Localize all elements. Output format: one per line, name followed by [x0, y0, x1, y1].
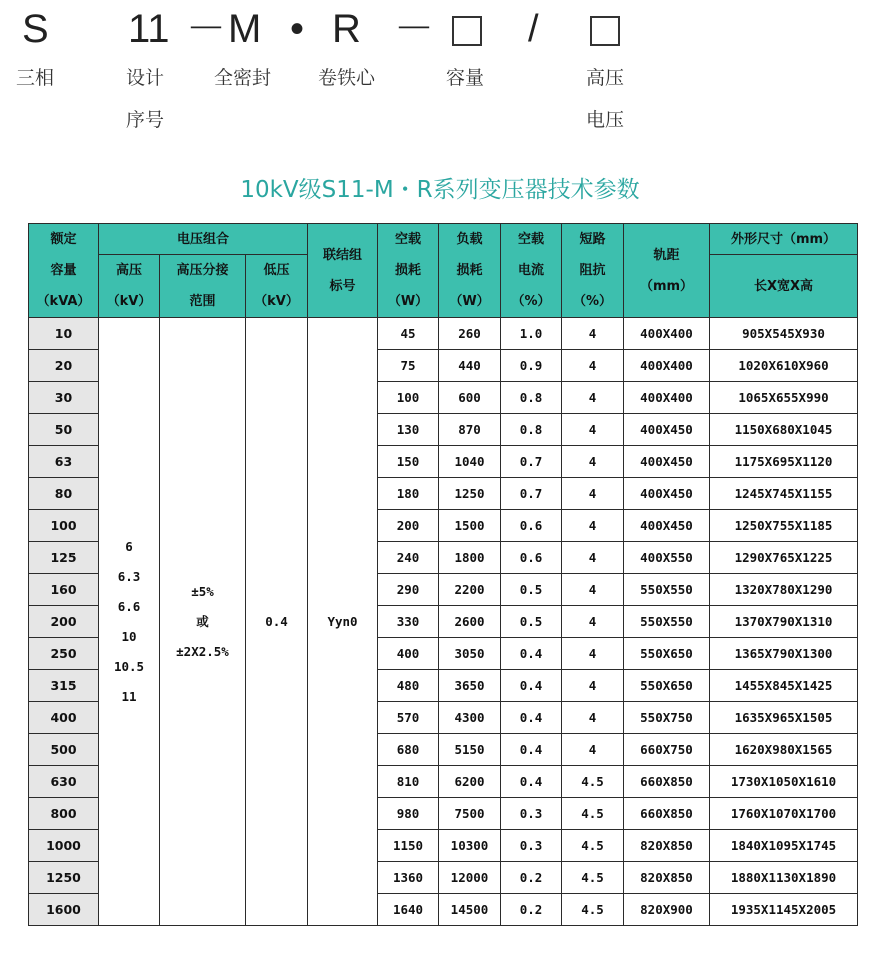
cell-dimensions: 1730X1050X1610: [710, 766, 858, 798]
model-part-design: 11: [128, 7, 170, 51]
cell-capacity: 200: [29, 606, 99, 638]
cell-impedance: 4.5: [562, 862, 624, 894]
header-tap-range: 高压分接 范围: [160, 255, 246, 318]
cell-load-loss: 870: [439, 414, 501, 446]
cell-gauge: 820X850: [624, 862, 710, 894]
cell-capacity: 1000: [29, 830, 99, 862]
cell-noload-current: 0.3: [501, 798, 562, 830]
cell-capacity: 800: [29, 798, 99, 830]
cell-capacity: 1250: [29, 862, 99, 894]
cell-gauge: 820X850: [624, 830, 710, 862]
cell-dimensions: 1620X980X1565: [710, 734, 858, 766]
cell-noload-current: 0.4: [501, 670, 562, 702]
label-capacity: 容量: [446, 67, 485, 89]
cell-capacity: 630: [29, 766, 99, 798]
cell-impedance: 4: [562, 734, 624, 766]
capacity-placeholder-box: [452, 16, 482, 46]
cell-gauge: 400X400: [624, 318, 710, 350]
header-connection-group: 联结组 标号: [308, 224, 378, 318]
cell-gauge: 550X550: [624, 574, 710, 606]
cell-load-loss: 2600: [439, 606, 501, 638]
cell-noload-loss: 100: [378, 382, 439, 414]
cell-gauge: 400X400: [624, 350, 710, 382]
cell-capacity: 20: [29, 350, 99, 382]
cell-gauge: 400X550: [624, 542, 710, 574]
cell-noload-loss: 130: [378, 414, 439, 446]
cell-noload-loss: 680: [378, 734, 439, 766]
hv-value: 6.3: [117, 568, 141, 584]
header-noload-loss: 空载 损耗 （W）: [378, 224, 439, 318]
cell-noload-current: 0.4: [501, 734, 562, 766]
cell-load-loss: 5150: [439, 734, 501, 766]
cell-noload-current: 1.0: [501, 318, 562, 350]
header-dimensions: 外形尺寸（mm）: [710, 224, 858, 255]
cell-load-loss: 6200: [439, 766, 501, 798]
cell-load-loss: 1800: [439, 542, 501, 574]
voltage-placeholder-box: [590, 16, 620, 46]
cell-load-loss: 440: [439, 350, 501, 382]
cell-noload-current: 0.6: [501, 510, 562, 542]
cell-impedance: 4: [562, 382, 624, 414]
cell-capacity: 315: [29, 670, 99, 702]
model-part-m: M: [228, 7, 262, 51]
cell-gauge: 660X850: [624, 798, 710, 830]
cell-impedance: 4.5: [562, 766, 624, 798]
spec-table-body: [29, 318, 858, 926]
cell-impedance: 4: [562, 350, 624, 382]
cell-gauge: 400X400: [624, 382, 710, 414]
model-slash: /: [528, 8, 539, 50]
cell-impedance: 4: [562, 510, 624, 542]
cell-dimensions: 1065X655X990: [710, 382, 858, 414]
header-noload-current: 空载 电流 （%）: [501, 224, 562, 318]
header-gauge: 轨距 （mm）: [624, 224, 710, 318]
cell-load-loss: 600: [439, 382, 501, 414]
label-hv: 高压: [586, 67, 625, 89]
cell-noload-current: 0.5: [501, 606, 562, 638]
cell-dimensions: 1635X965X1505: [710, 702, 858, 734]
header-impedance: 短路 阻抗 （%）: [562, 224, 624, 318]
cell-noload-loss: 290: [378, 574, 439, 606]
cell-noload-loss: 1360: [378, 862, 439, 894]
cell-dimensions: 1455X845X1425: [710, 670, 858, 702]
cell-noload-current: 0.4: [501, 638, 562, 670]
cell-lv: 0.4: [246, 318, 308, 926]
cell-dimensions: 905X545X930: [710, 318, 858, 350]
model-dot: •: [290, 7, 305, 51]
cell-capacity: 400: [29, 702, 99, 734]
cell-noload-current: 0.6: [501, 542, 562, 574]
cell-noload-loss: 200: [378, 510, 439, 542]
cell-capacity: 100: [29, 510, 99, 542]
cell-noload-loss: 570: [378, 702, 439, 734]
tap-range-line: 或: [196, 613, 209, 629]
cell-capacity: 250: [29, 638, 99, 670]
cell-gauge: 400X450: [624, 446, 710, 478]
cell-dimensions: 1935X1145X2005: [710, 894, 858, 926]
header-voltage-combo: 电压组合: [99, 224, 308, 255]
cell-gauge: 400X450: [624, 414, 710, 446]
cell-noload-loss: 480: [378, 670, 439, 702]
tap-range-line: ±2X2.5%: [176, 643, 229, 659]
label-wound-core: 卷铁心: [318, 67, 376, 89]
cell-load-loss: 2200: [439, 574, 501, 606]
cell-dimensions: 1150X680X1045: [710, 414, 858, 446]
cell-load-loss: 12000: [439, 862, 501, 894]
cell-load-loss: 260: [439, 318, 501, 350]
cell-impedance: 4: [562, 478, 624, 510]
model-dash-2: －: [394, 7, 434, 51]
cell-dimensions: 1760X1070X1700: [710, 798, 858, 830]
cell-dimensions: 1175X695X1120: [710, 446, 858, 478]
cell-dimensions: 1370X790X1310: [710, 606, 858, 638]
table-title: 10kV级S11-M・R系列变压器技术参数: [240, 177, 640, 203]
cell-impedance: 4: [562, 638, 624, 670]
cell-noload-current: 0.7: [501, 478, 562, 510]
cell-noload-current: 0.2: [501, 862, 562, 894]
cell-impedance: 4.5: [562, 798, 624, 830]
header-dims-lwh: 长X宽X高: [710, 255, 858, 318]
cell-load-loss: 1500: [439, 510, 501, 542]
cell-capacity: 80: [29, 478, 99, 510]
model-part-s: S: [22, 7, 49, 51]
hv-value: 10.5: [113, 658, 145, 674]
cell-dimensions: 1245X745X1155: [710, 478, 858, 510]
cell-noload-loss: 150: [378, 446, 439, 478]
cell-noload-current: 0.7: [501, 446, 562, 478]
cell-noload-current: 0.5: [501, 574, 562, 606]
cell-noload-loss: 75: [378, 350, 439, 382]
cell-noload-current: 0.3: [501, 830, 562, 862]
cell-noload-loss: 180: [378, 478, 439, 510]
cell-noload-loss: 400: [378, 638, 439, 670]
cell-load-loss: 1040: [439, 446, 501, 478]
cell-dimensions: 1020X610X960: [710, 350, 858, 382]
cell-gauge: 550X650: [624, 670, 710, 702]
hv-value: 10: [121, 628, 137, 644]
cell-dimensions: 1840X1095X1745: [710, 830, 858, 862]
cell-noload-loss: 240: [378, 542, 439, 574]
cell-gauge: 400X450: [624, 478, 710, 510]
cell-dimensions: 1320X780X1290: [710, 574, 858, 606]
model-code: [0, 6, 880, 56]
cell-capacity: 500: [29, 734, 99, 766]
cell-gauge: 820X900: [624, 894, 710, 926]
cell-impedance: 4: [562, 606, 624, 638]
cell-gauge: 660X750: [624, 734, 710, 766]
cell-gauge: 400X450: [624, 510, 710, 542]
hv-value: 6.6: [117, 598, 141, 614]
cell-noload-current: 0.9: [501, 350, 562, 382]
label-three-phase: 三相: [16, 67, 55, 89]
cell-capacity: 50: [29, 414, 99, 446]
hv-value: 11: [121, 688, 137, 704]
cell-dimensions: 1250X755X1185: [710, 510, 858, 542]
cell-capacity: 10: [29, 318, 99, 350]
cell-impedance: 4.5: [562, 830, 624, 862]
cell-load-loss: 10300: [439, 830, 501, 862]
cell-capacity: 1600: [29, 894, 99, 926]
header-rated-capacity: 额定 容量 （kVA）: [29, 224, 99, 318]
table-row: [29, 318, 858, 350]
label-serial: 序号: [126, 109, 165, 131]
cell-noload-loss: 330: [378, 606, 439, 638]
cell-impedance: 4: [562, 446, 624, 478]
model-dash-1: －: [186, 7, 226, 51]
cell-noload-loss: 45: [378, 318, 439, 350]
cell-load-loss: 7500: [439, 798, 501, 830]
label-design: 设计: [126, 67, 165, 89]
cell-capacity: 63: [29, 446, 99, 478]
model-part-r: R: [332, 7, 361, 51]
cell-noload-current: 0.8: [501, 382, 562, 414]
cell-load-loss: 1250: [439, 478, 501, 510]
cell-capacity: 160: [29, 574, 99, 606]
cell-gauge: 550X550: [624, 606, 710, 638]
cell-load-loss: 4300: [439, 702, 501, 734]
label-sealed: 全密封: [214, 67, 272, 89]
cell-load-loss: 14500: [439, 894, 501, 926]
header-load-loss: 负载 损耗 （W）: [439, 224, 501, 318]
cell-dimensions: 1365X790X1300: [710, 638, 858, 670]
cell-impedance: 4: [562, 318, 624, 350]
cell-noload-loss: 1150: [378, 830, 439, 862]
spec-table: [28, 223, 858, 926]
cell-dimensions: 1290X765X1225: [710, 542, 858, 574]
cell-noload-current: 0.8: [501, 414, 562, 446]
cell-load-loss: 3050: [439, 638, 501, 670]
cell-noload-loss: 1640: [378, 894, 439, 926]
cell-gauge: 550X750: [624, 702, 710, 734]
label-voltage: 电压: [586, 109, 625, 131]
cell-noload-current: 0.4: [501, 702, 562, 734]
cell-capacity: 30: [29, 382, 99, 414]
cell-noload-current: 0.2: [501, 894, 562, 926]
cell-capacity: 125: [29, 542, 99, 574]
cell-dimensions: 1880X1130X1890: [710, 862, 858, 894]
cell-load-loss: 3650: [439, 670, 501, 702]
header-hv: 高压 （kV）: [99, 255, 160, 318]
header-lv: 低压 （kV）: [246, 255, 308, 318]
cell-impedance: 4: [562, 702, 624, 734]
cell-impedance: 4: [562, 542, 624, 574]
cell-impedance: 4: [562, 670, 624, 702]
hv-value: 6: [125, 538, 133, 554]
tap-range-line: ±5%: [191, 583, 214, 599]
cell-gauge: 660X850: [624, 766, 710, 798]
cell-impedance: 4: [562, 414, 624, 446]
cell-noload-loss: 810: [378, 766, 439, 798]
cell-gauge: 550X650: [624, 638, 710, 670]
cell-impedance: 4: [562, 574, 624, 606]
cell-hv-values: [99, 318, 160, 926]
cell-noload-current: 0.4: [501, 766, 562, 798]
cell-noload-loss: 980: [378, 798, 439, 830]
cell-connection-group: Yyn0: [308, 318, 378, 926]
cell-impedance: 4.5: [562, 894, 624, 926]
cell-tap-range: [160, 318, 246, 926]
